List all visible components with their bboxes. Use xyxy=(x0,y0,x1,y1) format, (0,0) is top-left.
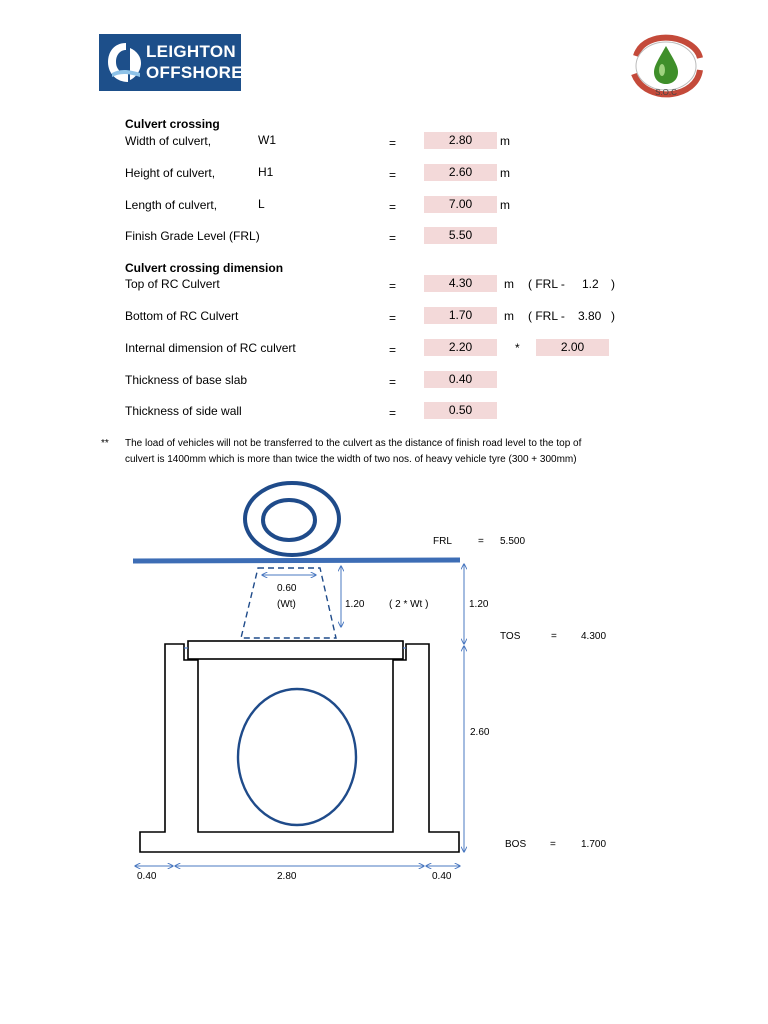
road-surface-line xyxy=(133,560,460,561)
height-label: Height of culvert, xyxy=(125,166,216,180)
tos-diagram-label: TOS xyxy=(500,631,521,642)
internal-dim-value: 2.20 xyxy=(424,339,497,356)
logo-text-line2: OFFSHORE xyxy=(146,63,243,82)
cover-depth-label: 1.20 xyxy=(469,599,489,610)
frl-diagram-value: 5.500 xyxy=(500,536,526,547)
spread-note-label: ( 2 * Wt ) xyxy=(389,599,429,610)
width-symbol: W1 xyxy=(258,133,276,147)
height-value: 2.60 xyxy=(424,164,497,181)
spread-depth-label: 1.20 xyxy=(345,599,365,610)
base-slab-value: 0.40 xyxy=(424,371,497,388)
internal-dim-times: * xyxy=(515,341,520,355)
tos-diagram-eq: = xyxy=(551,631,557,642)
frl-eq: = xyxy=(389,231,397,245)
top-slab xyxy=(188,641,403,659)
tyre-width-label: 0.60 xyxy=(277,583,297,594)
frl-diagram-eq: = xyxy=(478,536,484,547)
section2-title: Culvert crossing dimension xyxy=(125,261,284,275)
footnote-marker: ** xyxy=(101,438,109,449)
tos-diagram-value: 4.300 xyxy=(581,631,607,642)
culvert-section-diagram xyxy=(0,470,768,890)
bos-diagram-value: 1.700 xyxy=(581,839,607,850)
internal-dim-label: Internal dimension of RC culvert xyxy=(125,341,296,355)
bottom-rc-unit: m xyxy=(504,309,514,323)
height-symbol: H1 xyxy=(258,165,274,179)
tyre-width-note: (Wt) xyxy=(277,599,296,610)
frl-label: Finish Grade Level (FRL) xyxy=(125,229,260,243)
bos-diagram-label: BOS xyxy=(505,839,527,850)
base-slab-eq: = xyxy=(389,375,397,389)
top-rc-eq: = xyxy=(389,279,397,293)
leighton-offshore-logo xyxy=(99,34,241,91)
internal-dim-eq: = xyxy=(389,343,397,357)
section1-title: Culvert crossing xyxy=(125,117,220,131)
logo-text-line1: LEIGHTON xyxy=(146,42,236,61)
bottom-rc-eq: = xyxy=(389,311,397,325)
width-unit: m xyxy=(500,134,510,148)
width-eq: = xyxy=(389,136,397,150)
bottom-rc-note-close: ) xyxy=(611,309,615,323)
bos-diagram-eq: = xyxy=(550,839,556,850)
right-wall-label: 0.40 xyxy=(432,871,452,882)
culvert-height-label: 2.60 xyxy=(470,727,490,738)
width-label: Width of culvert, xyxy=(125,134,212,148)
span-label: 2.80 xyxy=(277,871,297,882)
tyre-inner-shape xyxy=(263,500,315,540)
length-unit: m xyxy=(500,198,510,212)
side-wall-eq: = xyxy=(389,406,397,420)
top-rc-note-value: 1.2 xyxy=(582,277,599,291)
logo-mark-icon xyxy=(104,40,144,86)
footnote-line2: culvert is 1400mm which is more than twice the width of two nos. of heavy vehicle tyre (300 + 300mm) xyxy=(125,454,577,465)
bottom-rc-note-open: ( FRL - xyxy=(528,309,565,323)
length-label: Length of culvert, xyxy=(125,198,218,212)
length-value: 7.00 xyxy=(424,196,497,213)
soc-emblem-logo xyxy=(628,32,704,98)
frl-diagram-label: FRL xyxy=(433,536,452,547)
pipe-opening-shape xyxy=(238,689,356,825)
left-wall-label: 0.40 xyxy=(137,871,157,882)
culvert-outline xyxy=(140,644,459,852)
base-slab-label: Thickness of base slab xyxy=(125,373,248,387)
emblem-lettering: S.O.C xyxy=(655,88,677,97)
bottom-rc-label: Bottom of RC Culvert xyxy=(125,309,239,323)
height-eq: = xyxy=(389,168,397,182)
footnote-line1: The load of vehicles will not be transferred to the culvert as the distance of finish road level to the top of xyxy=(125,438,582,449)
side-wall-label: Thickness of side wall xyxy=(125,404,242,418)
length-symbol: L xyxy=(258,197,265,211)
bottom-rc-value: 1.70 xyxy=(424,307,497,324)
internal-dim-value2: 2.00 xyxy=(536,339,609,356)
length-eq: = xyxy=(389,200,397,214)
height-unit: m xyxy=(500,166,510,180)
top-rc-note-close: ) xyxy=(611,277,615,291)
tyre-outer-shape xyxy=(245,483,339,555)
top-rc-note-open: ( FRL - xyxy=(528,277,565,291)
top-rc-label: Top of RC Culvert xyxy=(125,277,220,291)
top-rc-value: 4.30 xyxy=(424,275,497,292)
top-rc-unit: m xyxy=(504,277,514,291)
bottom-rc-note-value: 3.80 xyxy=(578,309,602,323)
side-wall-value: 0.50 xyxy=(424,402,497,419)
width-value: 2.80 xyxy=(424,132,497,149)
frl-value: 5.50 xyxy=(424,227,497,244)
